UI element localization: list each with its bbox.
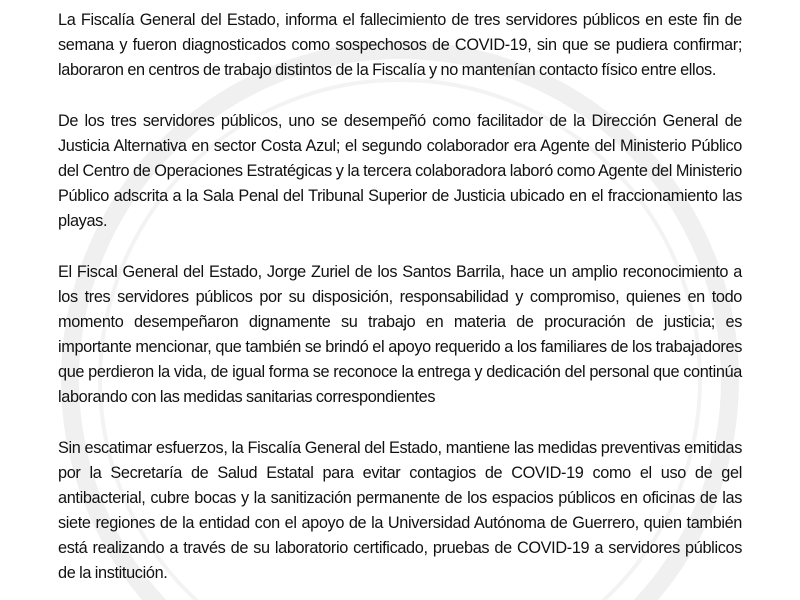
paragraph-servants-roles: De los tres servidores públicos, uno se desempeñó como facilitador de la Dirección General de Justicia Alternativa en sector Costa Azul; el segundo colaborador era Agente del Ministerio Público del Centro de Operaciones Estratégicas y la tercera colaboradora laboró como Agente del Ministerio Público adscrita a la Sala Penal del Tribunal Superior de Justicia ubicado en el fraccionamiento las playas. [58, 112, 742, 230]
paragraph-announcement: La Fiscalía General del Estado, informa el fallecimiento de tres servidores públicos en este fin de semana y fueron diagnosticados como sospechosos de COVID-19, sin que se pudiera confirmar; laboraron en centros de trabajo distintos de la Fiscalía y no mantenían contacto físico entre ellos. [58, 11, 742, 79]
paragraph-preventive-measures: Sin escatimar esfuerzos, la Fiscalía General del Estado, mantiene las medidas preventivas emitidas por la Secretaría de Salud Estatal para evitar contagios de COVID-19 como el uso de gel antibacterial, cubre bocas y la sanitización permanente de los espacios públicos en oficinas de las siete regiones de la entidad con el apoyo de la Universidad Autónoma de Guerrero, quien también está realizando a través de su laboratorio certificado, pruebas de COVID-19 a servidores públicos de la institución. [58, 439, 742, 582]
press-release-body [58, 8, 742, 600]
paragraph-acknowledgement: El Fiscal General del Estado, Jorge Zuriel de los Santos Barrila, hace un amplio reconocimiento a los tres servidores públicos por su disposición, responsabilidad y compromiso, quienes en todo momento desempeñaron dignamente su trabajo en materia de procuración de justicia; es importante mencionar, que también se brindó el apoyo requerido a los familiares de los trabajadores que perdieron la vida, de igual forma se reconoce la entrega y dedicación del personal que continúa laborando con las medidas sanitarias correspondientes [58, 263, 742, 406]
